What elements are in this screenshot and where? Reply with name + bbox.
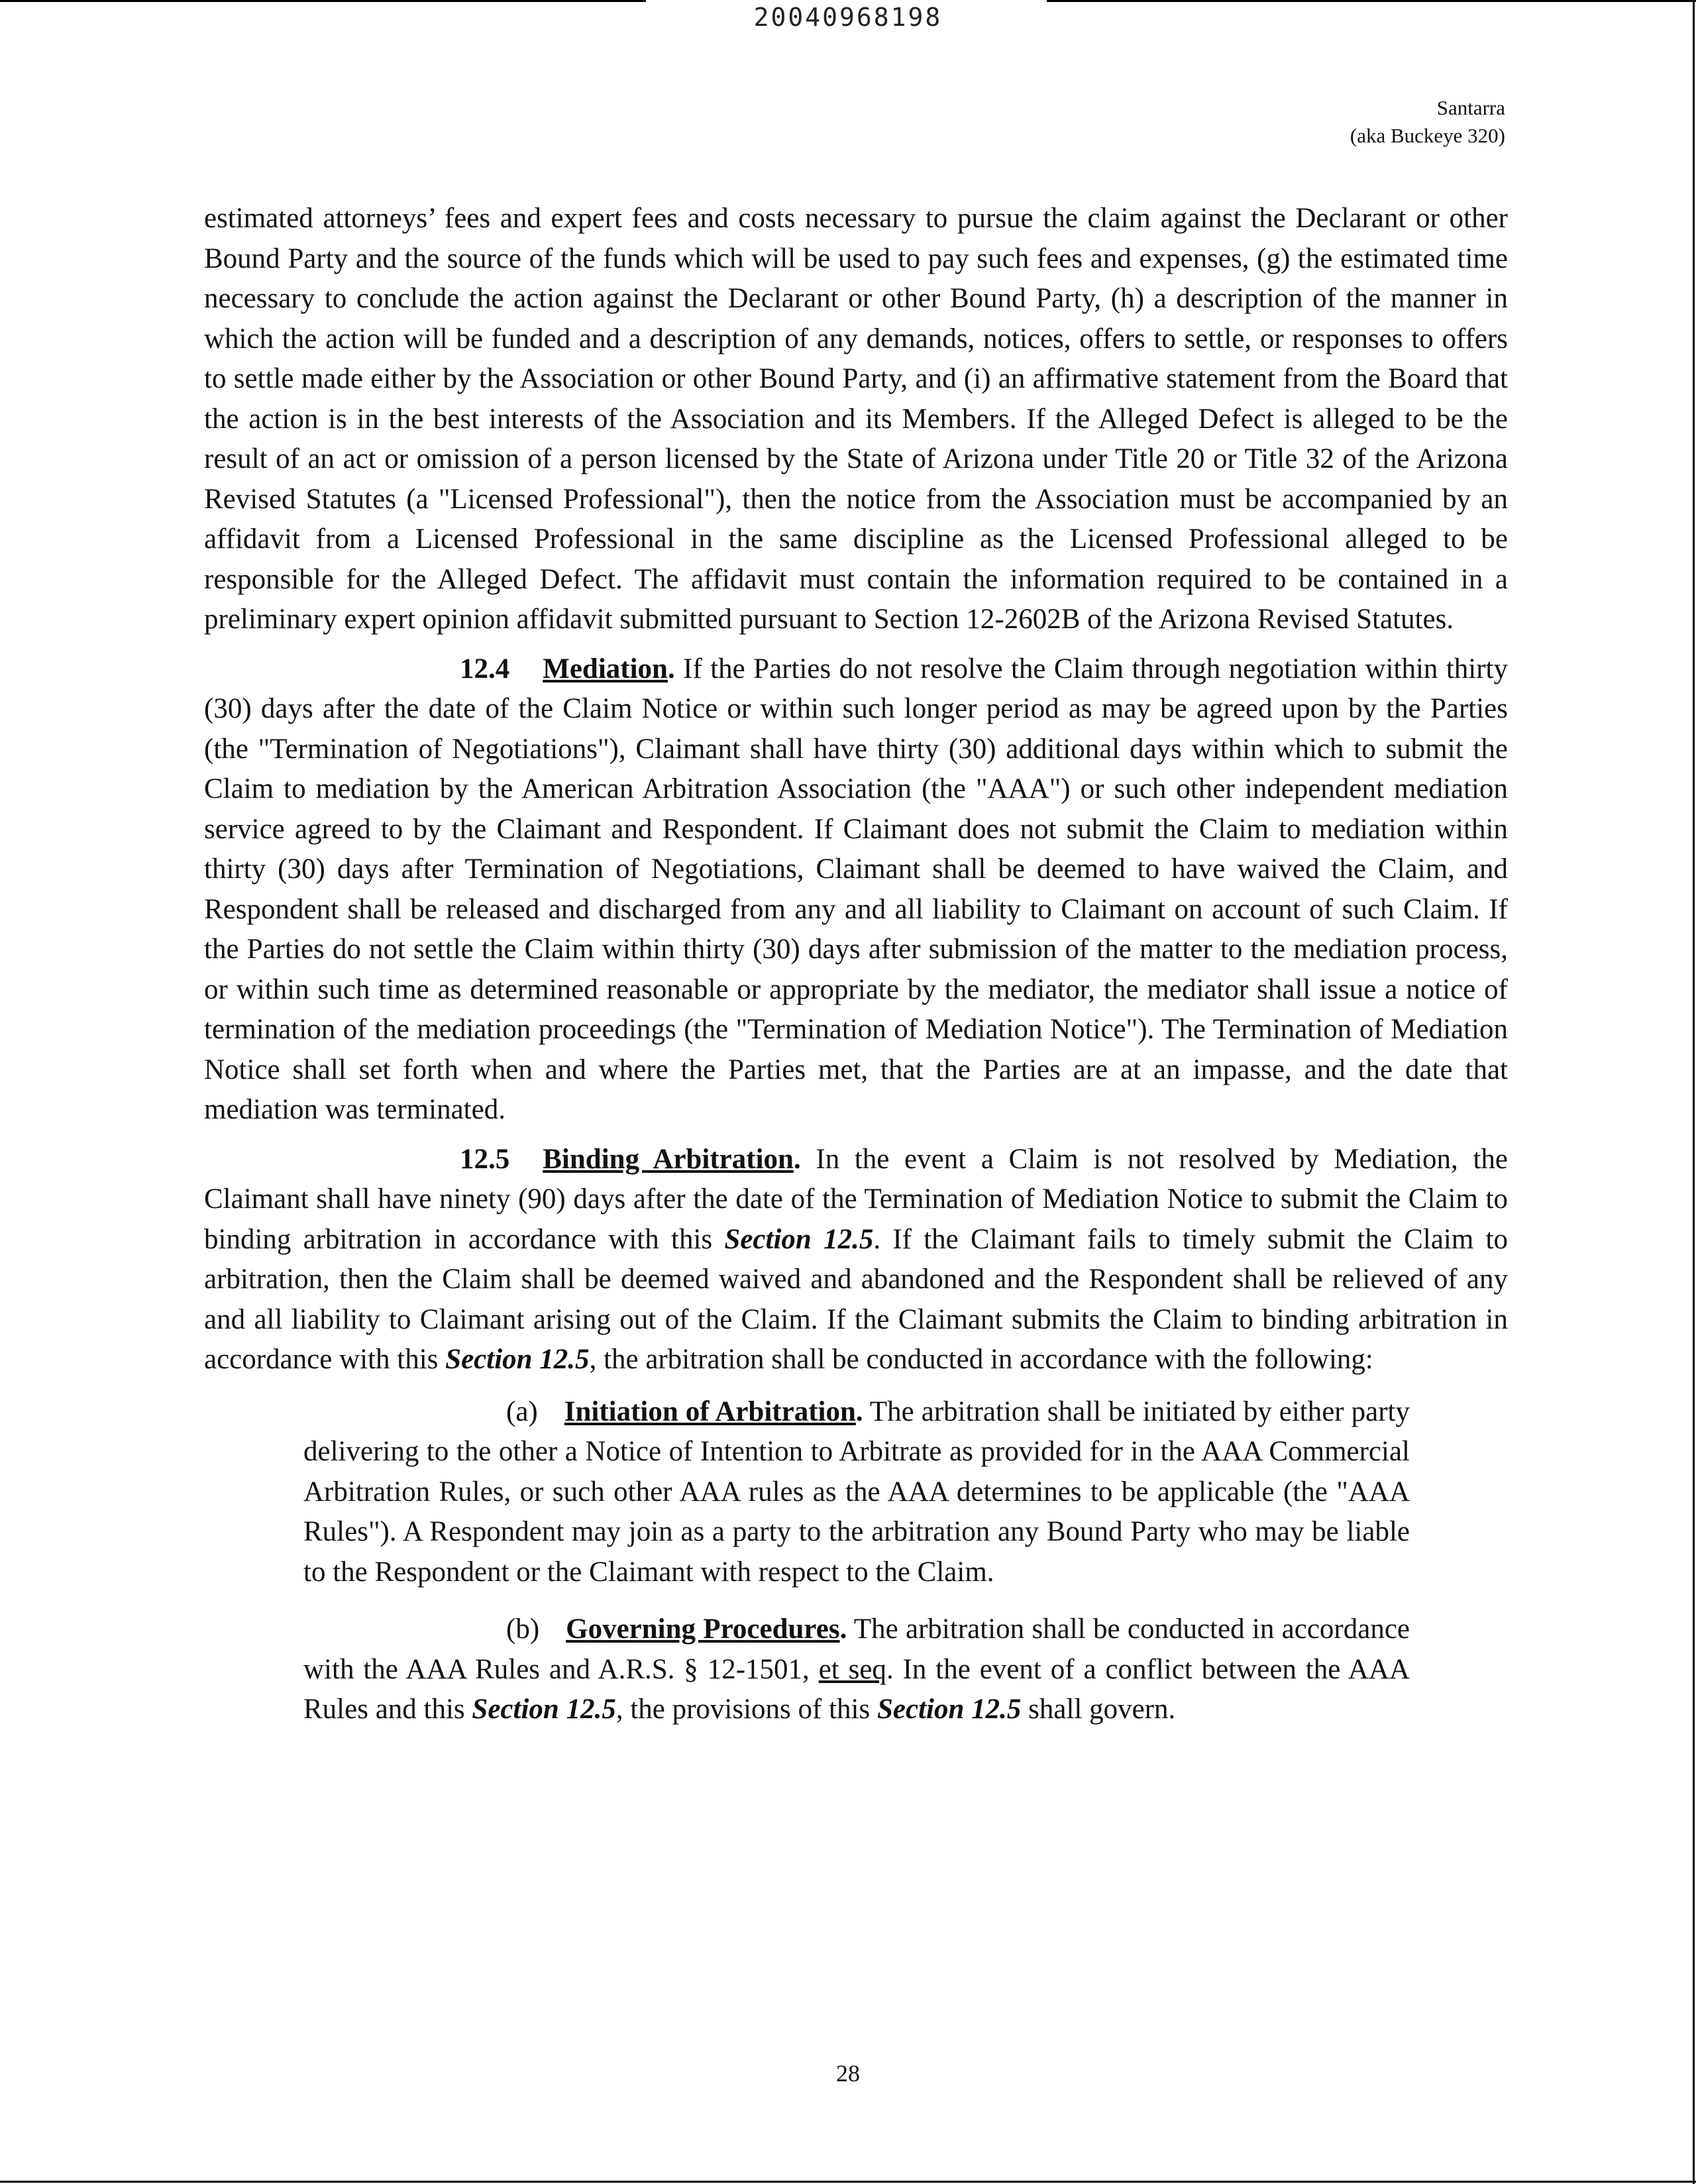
section-text: . If the Claimant fails to timely submit the Claim to arbitration, then the Claim shall be deemed waived and abandoned and the Respondent shall be relieved of any and all liability to Claimant arising out of the Claim. If the Claimant submits the Claim to binding arbitration in accordance with this (204, 1223, 1509, 1375)
subsection-text: The arbitration shall be initiated by either party delivering to the other a Notice of Intention to Arbitrate as provided for in the AAA Commercial Arbitration Rules, or such other AAA rules as the AAA determines to be applicable (the "AAA Rules"). A Respondent may join as a party to the arbitration any Bound Party who may be liable to the Respondent or the Claimant with respect to the Claim. (303, 1395, 1410, 1588)
paragraph-continued (204, 199, 1508, 640)
subsection-a: (a) Initiation of Arbitration. The arbitration shall be initiated by either party delivering to the other a Notice of Intention to Arbitrate as provided for in the AAA Commercial Arbitration Rules, or such other AAA rules as the AAA determines to be applicable (the "AAA Rules"). A Respondent may join as a party to the arbitration any Bound Party who may be liable to the Respondent or the Claimant with respect to the Claim. (303, 1395, 1410, 1588)
section-heading: Binding Arbitration (543, 1143, 794, 1175)
section-reference: Section 12.5 (724, 1223, 874, 1255)
scan-border-bottom (0, 2181, 1696, 2183)
scan-border-top-left (0, 0, 646, 2)
subsection-text: shall govern. (1028, 1694, 1176, 1725)
subsection-text: The arbitration shall be conducted in accordance with the AAA Rules and A.R.S. § 12-1501, (303, 1613, 1410, 1685)
subsection-heading: Governing Procedures (566, 1613, 840, 1645)
subsection-label: (b) (506, 1613, 540, 1645)
section-number: 12.4 (460, 653, 510, 684)
section-reference: Section 12.5 (877, 1694, 1022, 1725)
page-number: 28 (836, 2060, 860, 2087)
paragraph-text: estimated attorneys’ fees and expert fees and costs necessary to pursue the claim against the Declarant or other Bound Party and the source of the funds which will be used to pay such fees and expenses, (g) the estimated time necessary to conclude the action against the Declarant or other Bound Party, (h) a description of the manner in which the action will be funded and a description of any demands, notices, offers to settle, or responses to offers to settle made either by the Association or other Bound Party, and (i) an affirmative statement from the Board that the action is in the best interests of the Association and its Members. If the Alleged Defect is alleged to be the result of an act or omission of a person licensed by the State of Arizona under Title 20 or Title 32 of the Arizona Revised Statutes (a "Licensed Professional"), then the notice from the Association must be accompanied by an affidavit from a Licensed Professional in the same discipline as the Licensed Professional alleged to be responsible for the Alleged Defect. The affidavit must contain the information required to be contained in a preliminary expert opinion affidavit submitted pursuant to Section 12-2602B of the Arizona Revised Statutes. (204, 203, 1508, 635)
header-project-aka: (aka Buckeye 320) (1350, 124, 1505, 147)
latin-term: et seq (818, 1653, 886, 1685)
subsection-heading: Initiation of Arbitration (564, 1395, 856, 1427)
subsection-text: , the provisions of this (615, 1694, 871, 1725)
subsection-text: . In the event of a conflict between the AAA Rules and this (303, 1653, 1410, 1725)
scan-border-top-right (1047, 0, 1696, 2)
section-text: In the event a Claim is not resolved by Mediation, the Claimant shall have ninety (90) days after the date of the Termination of Mediation Notice to submit the Claim to binding arbitration in accordance with this (204, 1143, 1509, 1255)
section-reference: Section 12.5 (472, 1694, 616, 1725)
subsection-b: (b) Governing Procedures. The arbitration shall be conducted in accordance with the AAA Rules and A.R.S. § 12-1501, et seq. In the event of a conflict between the AAA Rules and this Section 12.5, the provisions of this Section 12.5 shall govern. (303, 1613, 1410, 1725)
section-reference: Section 12.5 (445, 1344, 590, 1375)
document-body (204, 199, 1508, 1747)
section-number: 12.5 (460, 1143, 510, 1175)
page-header (1350, 94, 1505, 150)
header-project-name: Santarra (1436, 96, 1505, 119)
document-id: 20040968198 (753, 3, 943, 32)
section-text: If the Parties do not resolve the Claim through negotiation within thirty (30) days after the date of the Claim Notice or within such longer period as may be agreed upon by the Parties (the "Termination of Negotiations"), Claimant shall have thirty (30) additional days within which to submit the Claim to mediation by the American Arbitration Association (the "AAA") or such other independent mediation service agreed to by the Claimant and Respondent. If Claimant does not submit the Claim to mediation within thirty (30) days after Termination of Negotiations, Claimant shall be deemed to have waived the Claim, and Respondent shall be released and discharged from any and all liability to Claimant on account of such Claim. If the Parties do not settle the Claim within thirty (30) days after submission of the matter to the mediation process, or within such time as determined reasonable or appropriate by the mediator, the mediator shall issue a notice of termination of the mediation proceedings (the "Termination of Mediation Notice"). The Termination of Mediation Notice shall set forth when and where the Parties met, that the Parties are at an impasse, and the date that mediation was terminated. (204, 653, 1508, 1125)
section-12-4: 12.4 Mediation. If the Parties do not resolve the Claim through negotiation within thirty (30) days after the date of the Claim Notice or within such longer period as may be agreed upon by the Parties (the "Termination of Negotiations"), Claimant shall have thirty (30) additional days within which to submit the Claim to mediation by the American Arbitration Association (the "AAA") or such other independent mediation service agreed to by the Claimant and Respondent. If Claimant does not submit the Claim to mediation within thirty (30) days after Termination of Negotiations, Claimant shall be deemed to have waived the Claim, and Respondent shall be released and discharged from any and all liability to Claimant on account of such Claim. If the Parties do not settle the Claim within thirty (30) days after submission of the matter to the mediation process, or within such time as determined reasonable or appropriate by the mediator, the mediator shall issue a notice of termination of the mediation proceedings (the "Termination of Mediation Notice"). The Termination of Mediation Notice shall set forth when and where the Parties met, that the Parties are at an impasse, and the date that mediation was terminated. (204, 653, 1508, 1125)
subsection-label: (a) (506, 1395, 538, 1427)
section-heading: Mediation (543, 653, 668, 684)
section-12-5: 12.5 Binding Arbitration. In the event a Claim is not resolved by Mediation, the Claimant shall have ninety (90) days after the date of the Termination of Mediation Notice to submit the Claim to binding arbitration in accordance with this Section 12.5. If the Claimant fails to timely submit the Claim to arbitration, then the Claim shall be deemed waived and abandoned and the Respondent shall be relieved of any and all liability to Claimant arising out of the Claim. If the Claimant submits the Claim to binding arbitration in accordance with this Section 12.5, the arbitration shall be conducted in accordance with the following: (204, 1143, 1509, 1375)
scan-border-right (1693, 0, 1695, 2184)
section-text: , the arbitration shall be conducted in accordance with the following: (589, 1344, 1373, 1375)
